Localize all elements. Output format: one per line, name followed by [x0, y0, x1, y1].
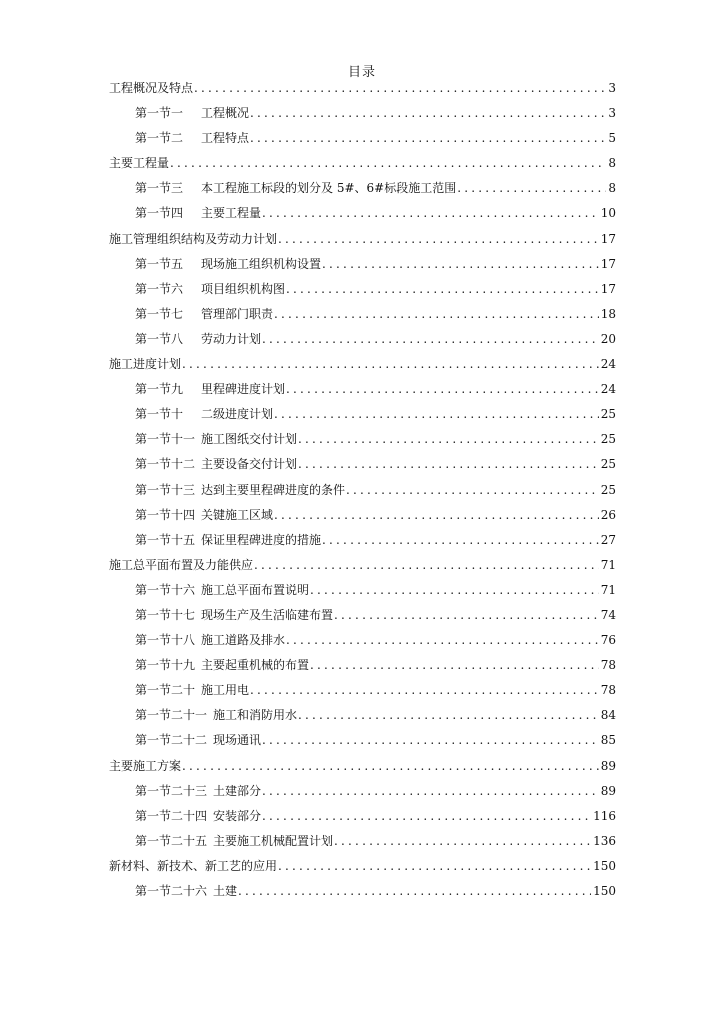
- dot-leader: [298, 703, 599, 728]
- dot-leader: [457, 176, 606, 201]
- dot-leader: [262, 804, 591, 829]
- toc-entry-title: 保证里程碑进度的措施: [201, 532, 322, 547]
- toc-entry-title: 施工管理组织结构及劳动力计划: [109, 231, 278, 246]
- toc-chapter-entry[interactable]: [109, 553, 616, 578]
- toc-entry-label: [135, 653, 309, 678]
- toc-entry-title: 土建: [213, 884, 238, 898]
- toc-page-number: 17: [600, 231, 616, 246]
- toc-page-number: 3: [608, 106, 616, 121]
- toc-section-number: 第一节三: [135, 181, 184, 196]
- toc-section-entry[interactable]: [109, 201, 616, 226]
- toc-entry-title: 工程概况: [201, 106, 250, 121]
- dot-leader: [182, 352, 599, 377]
- toc-section-number: 第一节五: [135, 256, 184, 271]
- dot-leader: [286, 628, 599, 653]
- dot-leader: [274, 402, 599, 427]
- toc-page-number: 84: [600, 708, 616, 723]
- toc-page-number: 136: [593, 833, 616, 848]
- dot-leader: [250, 126, 606, 151]
- toc-page-number: 89: [600, 758, 616, 773]
- dot-leader: [274, 503, 599, 528]
- toc-section-entry[interactable]: [109, 528, 616, 553]
- toc-entry-title: 达到主要里程碑进度的条件: [201, 482, 346, 497]
- toc-page-number: 10: [600, 206, 616, 221]
- toc-page-number: 150: [593, 884, 616, 898]
- toc-entry-label: [135, 327, 261, 352]
- toc-page-number: 8: [608, 156, 616, 171]
- toc-entry-label: [135, 302, 273, 327]
- toc-section-number: 第一节十八: [135, 633, 196, 648]
- dot-leader: [238, 879, 591, 904]
- toc-entry-label: [135, 126, 249, 151]
- dot-leader: [254, 553, 599, 578]
- toc-entry-title: 主要工程量: [201, 206, 262, 221]
- toc-entry-title: 施工用电: [201, 683, 250, 698]
- toc-section-number: 第一节二十四: [135, 808, 208, 823]
- toc-section-entry[interactable]: [109, 628, 616, 653]
- toc-section-number: 第一节二十一: [135, 708, 208, 723]
- toc-page-number: 3: [608, 81, 616, 95]
- toc-entry-label: [135, 452, 297, 477]
- toc-section-number: 第一节二十五: [135, 833, 208, 848]
- toc-section-entry[interactable]: [109, 126, 616, 151]
- toc-page-number: 78: [600, 683, 616, 698]
- dot-leader: [286, 277, 599, 302]
- toc-entry-label: [135, 176, 456, 201]
- toc-entry-title: 现场生产及生活临建布置: [201, 607, 334, 622]
- toc-entry-label: [135, 252, 321, 277]
- dot-leader: [274, 302, 599, 327]
- toc-entry-label: [135, 804, 261, 829]
- toc-entry-title: 本工程施工标段的划分及 5#、6#标段施工范围: [201, 181, 457, 196]
- toc-section-entry[interactable]: [109, 101, 616, 126]
- toc-title: 目录: [347, 65, 376, 80]
- toc-section-entry[interactable]: [109, 804, 616, 829]
- toc-entry-title: 劳动力计划: [201, 331, 262, 346]
- toc-section-entry[interactable]: [109, 578, 616, 603]
- toc-section-number: 第一节四: [135, 206, 184, 221]
- toc-page-number: 27: [600, 532, 616, 547]
- toc-section-entry[interactable]: [109, 252, 616, 277]
- toc-entry-title: 现场施工组织机构设置: [201, 256, 322, 271]
- toc-entry-label: [109, 854, 277, 879]
- toc-entry-title: 施工总平面布置及力能供应: [109, 557, 254, 572]
- toc-section-number: 第一节七: [135, 306, 184, 321]
- toc-section-entry[interactable]: [109, 678, 616, 703]
- dot-leader: [298, 427, 599, 452]
- toc-entry-label: [135, 528, 321, 553]
- toc-entry-title: 管理部门职责: [201, 306, 274, 321]
- toc-section-entry[interactable]: [109, 503, 616, 528]
- toc-section-number: 第一节十九: [135, 658, 196, 673]
- toc-entry-title: 安装部分: [213, 808, 262, 823]
- toc-section-number: 第一节九: [135, 382, 184, 397]
- toc-entry-label: [135, 277, 285, 302]
- dot-leader: [262, 201, 599, 226]
- toc-entry-title: 关键施工区域: [201, 507, 274, 522]
- toc-section-number: 第一节二十: [135, 683, 196, 698]
- toc-entry-label: [135, 377, 285, 402]
- dot-leader: [346, 478, 599, 503]
- toc-section-entry[interactable]: [109, 728, 616, 753]
- toc-section-entry[interactable]: [109, 478, 616, 503]
- toc-entry-label: [135, 678, 249, 703]
- toc-section-number: 第一节十四: [135, 507, 196, 522]
- dot-leader: [278, 854, 591, 879]
- dot-leader: [334, 603, 599, 628]
- toc-section-number: 第一节二十二: [135, 733, 208, 748]
- toc-section-entry[interactable]: [109, 703, 616, 728]
- toc-page-number: 85: [600, 733, 616, 748]
- toc-entry-title: 工程特点: [201, 131, 250, 146]
- toc-entry-label: [135, 478, 345, 503]
- dot-leader: [310, 578, 599, 603]
- toc-entry-label: [109, 151, 169, 176]
- toc-section-number: 第一节六: [135, 281, 184, 296]
- toc-section-number: 第一节十七: [135, 607, 196, 622]
- toc-section-number: 第一节十二: [135, 457, 196, 472]
- toc-entry-label: [135, 779, 261, 804]
- toc-page-number: 25: [600, 432, 616, 447]
- toc-section-entry[interactable]: [109, 302, 616, 327]
- toc-section-entry[interactable]: [109, 277, 616, 302]
- dot-leader: [262, 779, 599, 804]
- toc-section-number: 第一节一: [135, 106, 184, 121]
- toc-entry-label: [135, 402, 273, 427]
- dot-leader: [334, 829, 591, 854]
- toc-entry-title: 主要施工机械配置计划: [213, 833, 334, 848]
- toc-section-number: 第一节八: [135, 331, 184, 346]
- toc-section-entry[interactable]: [109, 779, 616, 804]
- toc-section-entry[interactable]: [109, 653, 616, 678]
- toc-section-number: 第一节十六: [135, 582, 196, 597]
- toc-entry-label: [109, 553, 253, 578]
- toc-section-number: 第一节二十三: [135, 783, 208, 798]
- toc-entry-label: [135, 101, 249, 126]
- dot-leader: [286, 377, 599, 402]
- toc-entry-title: 主要工程量: [109, 156, 170, 171]
- toc-entry-label: [135, 728, 261, 753]
- toc-section-entry[interactable]: [109, 603, 616, 628]
- dot-leader: [310, 653, 599, 678]
- toc-entry-label: [109, 76, 193, 101]
- dot-leader: [170, 151, 606, 176]
- toc-page-number: 74: [600, 607, 616, 622]
- toc-section-entry[interactable]: [109, 879, 616, 904]
- toc-page-number: 150: [593, 858, 616, 873]
- toc-page-number: 26: [600, 507, 616, 522]
- dot-leader: [298, 452, 599, 477]
- toc-page-number: 25: [600, 407, 616, 422]
- toc-section-entry[interactable]: [109, 452, 616, 477]
- toc-entry-title: 施工总平面布置说明: [201, 582, 310, 597]
- toc-page-number: 116: [593, 808, 616, 823]
- toc-entry-title: 主要设备交付计划: [201, 457, 298, 472]
- toc-entry-label: [135, 703, 297, 728]
- toc-page-number: 24: [600, 382, 616, 397]
- toc-section-number: 第一节十五: [135, 532, 196, 547]
- toc-chapter-entry[interactable]: [109, 854, 616, 879]
- toc-chapter-entry[interactable]: [109, 151, 616, 176]
- dot-leader: [278, 227, 599, 252]
- toc-page-number: 89: [600, 783, 616, 798]
- toc-page-number: 25: [600, 457, 616, 472]
- dot-leader: [262, 327, 599, 352]
- dot-leader: [322, 528, 599, 553]
- toc-page-number: 18: [600, 306, 616, 321]
- toc-page-number: 71: [600, 582, 616, 597]
- toc-entry-title: 新材料、新技术、新工艺的应用: [109, 858, 278, 873]
- toc-entry-label: [135, 603, 333, 628]
- toc-page-number: 17: [600, 256, 616, 271]
- toc-section-number: 第一节二十六: [135, 884, 208, 898]
- dot-leader: [262, 728, 599, 753]
- toc-entry-label: [109, 227, 277, 252]
- toc-section-number: 第一节十三: [135, 482, 196, 497]
- toc-entry-title: 施工道路及排水: [201, 633, 286, 648]
- toc-page-number: 71: [600, 557, 616, 572]
- toc-entry-label: [135, 578, 309, 603]
- toc-chapter-entry[interactable]: [109, 76, 616, 101]
- toc-entry-title: 主要施工方案: [109, 758, 182, 773]
- toc-page-number: 20: [600, 331, 616, 346]
- toc-chapter-entry[interactable]: [109, 227, 616, 252]
- toc-entry-title: 项目组织机构图: [201, 281, 286, 296]
- toc-entry-title: 施工进度计划: [109, 357, 182, 372]
- toc-page-number: 17: [600, 281, 616, 296]
- toc-entry-label: [135, 427, 297, 452]
- toc-entry-title: 土建部分: [213, 783, 262, 798]
- toc-chapter-entry[interactable]: [109, 352, 616, 377]
- toc-page-number: 5: [608, 131, 616, 146]
- toc-section-entry[interactable]: [109, 829, 616, 854]
- toc-section-number: 第一节十一: [135, 432, 196, 447]
- dot-leader: [194, 76, 606, 101]
- dot-leader: [250, 101, 606, 126]
- dot-leader: [182, 754, 599, 779]
- toc-chapter-entry[interactable]: [109, 754, 616, 779]
- toc-entry-title: 施工图纸交付计划: [201, 432, 298, 447]
- toc-section-entry[interactable]: [109, 402, 616, 427]
- toc-section-entry[interactable]: [109, 176, 616, 201]
- toc-entry-title: 二级进度计划: [201, 407, 274, 422]
- toc-section-entry[interactable]: [109, 427, 616, 452]
- toc-page-number: 76: [600, 633, 616, 648]
- toc-entry-label: [135, 879, 237, 904]
- toc-section-entry[interactable]: [109, 327, 616, 352]
- toc-entry-label: [135, 503, 273, 528]
- toc-section-number: 第一节二: [135, 131, 184, 146]
- dot-leader: [322, 252, 599, 277]
- toc-entry-title: 里程碑进度计划: [201, 382, 286, 397]
- toc-entry-title: 现场通讯: [213, 733, 262, 748]
- toc-page-number: 25: [600, 482, 616, 497]
- toc-page-number: 24: [600, 357, 616, 372]
- toc-section-entry[interactable]: [109, 377, 616, 402]
- toc-entry-label: [135, 201, 261, 226]
- toc-section-number: 第一节十: [135, 407, 184, 422]
- toc-entry-label: [135, 829, 333, 854]
- toc-entry-title: 主要起重机械的布置: [201, 658, 310, 673]
- toc-entry-title: 工程概况及特点: [109, 81, 194, 95]
- toc-page-number: 8: [608, 181, 616, 196]
- dot-leader: [250, 678, 599, 703]
- toc-entry-label: [109, 352, 181, 377]
- toc-entry-title: 施工和消防用水: [213, 708, 298, 723]
- table-of-contents: [109, 76, 616, 904]
- toc-entry-label: [109, 754, 181, 779]
- toc-entry-label: [135, 628, 285, 653]
- toc-page-number: 78: [600, 658, 616, 673]
